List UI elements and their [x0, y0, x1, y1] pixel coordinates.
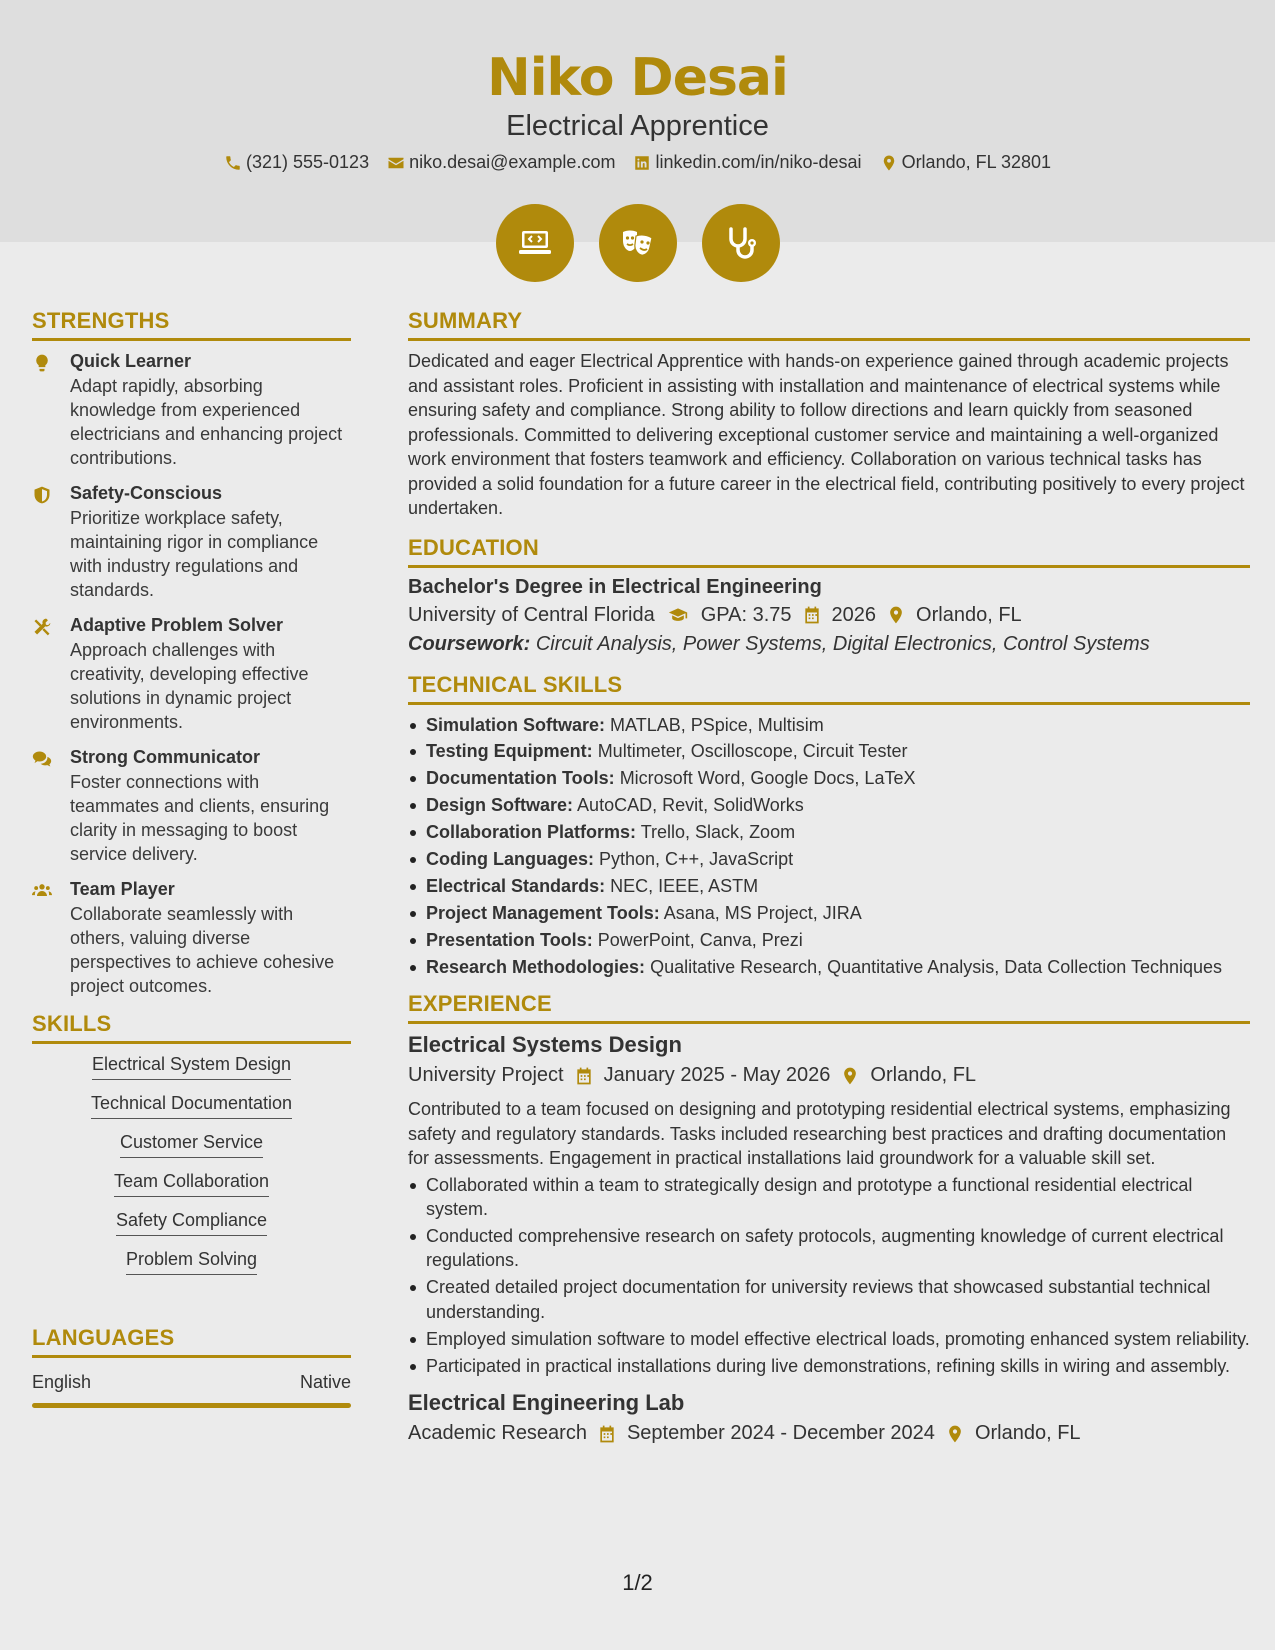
strength-desc: Foster connections with teammates and clients, ensuring clarity in messaging to boost service delivery. — [70, 772, 330, 864]
tech-skill-item: Electrical Standards: NEC, IEEE, ASTM — [408, 874, 1250, 899]
job-org: University Project — [408, 1064, 564, 1087]
gpa-text: GPA: 3.75 — [700, 603, 792, 626]
school-name: University of Central Florida — [408, 603, 655, 626]
strength-item — [32, 483, 351, 602]
education-year: 2026 — [831, 603, 877, 626]
job-org: Academic Research — [408, 1422, 587, 1445]
location-text: Orlando, FL 32801 — [901, 152, 1051, 172]
laptop-code-icon — [496, 204, 574, 282]
skills-list — [32, 1054, 351, 1275]
skills-heading: SKILLS — [32, 1011, 351, 1044]
tech-skill-item: Coding Languages: Python, C++, JavaScript — [408, 847, 1250, 872]
strength-desc: Approach challenges with creativity, developing effective solutions in dynamic project environments. — [70, 640, 309, 732]
strength-title: Safety-Conscious — [70, 483, 223, 503]
degree-title: Bachelor's Degree in Electrical Engineering — [408, 575, 822, 598]
lightbulb-icon — [32, 353, 52, 373]
technical-skills-heading: TECHNICAL SKILLS — [408, 672, 1250, 705]
envelope-icon — [387, 154, 405, 172]
job-dates: January 2025 - May 2026 — [603, 1064, 831, 1087]
coursework — [408, 633, 1250, 656]
job-meta — [408, 1422, 1250, 1445]
job-dates: September 2024 - December 2024 — [626, 1422, 935, 1445]
linkedin-text: linkedin.com/in/niko-desai — [655, 152, 862, 172]
contact-bar — [0, 152, 1275, 173]
job-bullet: Conducted comprehensive research on safety protocols, augmenting knowledge of current electrical regulations. — [408, 1224, 1250, 1273]
phone-icon — [224, 154, 242, 172]
calendar-icon — [802, 605, 822, 625]
strength-item — [32, 351, 351, 470]
skill-item: Team Collaboration — [114, 1171, 269, 1197]
summary-text: Dedicated and eager Electrical Apprentice with hands-on experience gained through academic projects and assistant roles. Proficient in assisting with installation and maintenance of electrical systems while ensuring safety and compliance. Strong ability to follow directions and learn quickly from seasoned professionals. Committed to delivering exceptional customer service and maintaining a well-organized work environment that fosters teamwork and efficiency. Collaboration on various technical tasks has provided a solid foundation for a future career in the electrical field, contributing positively to every project undertaken. — [408, 351, 1245, 518]
map-marker-icon — [945, 1424, 965, 1444]
coursework-label: Coursework: — [408, 632, 531, 655]
email-text: niko.desai@example.com — [409, 152, 616, 172]
languages-heading: LANGUAGES — [32, 1325, 351, 1358]
shield-icon — [32, 485, 52, 505]
education-meta — [408, 604, 1250, 627]
skill-item: Problem Solving — [126, 1249, 257, 1275]
skill-item: Technical Documentation — [91, 1093, 292, 1119]
tech-skill-item: Collaboration Platforms: Trello, Slack, Zoom — [408, 820, 1250, 845]
skill-item: Electrical System Design — [92, 1054, 291, 1080]
language-proficiency-bar — [32, 1403, 351, 1408]
tech-skill-item: Documentation Tools: Microsoft Word, Google Docs, LaTeX — [408, 766, 1250, 791]
tech-skill-item: Testing Equipment: Multimeter, Oscilloscope, Circuit Tester — [408, 739, 1250, 764]
left-column — [32, 308, 351, 1408]
tech-skill-item: Project Management Tools: Asana, MS Project, JIRA — [408, 901, 1250, 926]
contact-phone[interactable] — [224, 152, 369, 173]
stethoscope-icon — [702, 204, 780, 282]
job-meta — [408, 1064, 1250, 1087]
tech-skill-item: Research Methodologies: Qualitative Research, Quantitative Analysis, Data Collection Techniques — [408, 955, 1250, 980]
job-title: Electrical Systems Design — [408, 1032, 682, 1058]
strength-desc: Collaborate seamlessly with others, valuing diverse perspectives to achieve cohesive project outcomes. — [70, 904, 335, 996]
job-location: Orlando, FL — [974, 1422, 1081, 1445]
summary-heading: SUMMARY — [408, 308, 1250, 341]
skill-item: Customer Service — [120, 1132, 263, 1158]
contact-email[interactable] — [387, 152, 615, 173]
map-marker-icon — [880, 154, 898, 172]
strength-item — [32, 879, 351, 998]
contact-location — [880, 152, 1051, 173]
job-bullets — [408, 1173, 1250, 1379]
strength-item — [32, 615, 351, 734]
job-bullet: Created detailed project documentation for university reviews that showcased substantial technical understanding. — [408, 1275, 1250, 1324]
job-description: Contributed to a team focused on designing and prototyping residential electrical systems, emphasizing safety and regulatory standards. Tasks included researching best practices and drafting documentation for assessments. Engagement in practical installations laid groundwork for a valuable skill set. — [408, 1099, 1231, 1169]
users-icon — [32, 881, 52, 901]
strength-desc: Prioritize workplace safety, maintaining rigor in compliance with industry regulations and standards. — [70, 508, 319, 600]
language-row — [32, 1372, 351, 1393]
right-column — [408, 308, 1250, 1455]
strengths-heading: STRENGTHS — [32, 308, 351, 341]
strength-title: Adaptive Problem Solver — [70, 615, 284, 635]
strength-item — [32, 747, 351, 866]
tech-skill-item: Presentation Tools: PowerPoint, Canva, Prezi — [408, 928, 1250, 953]
map-marker-icon — [886, 605, 906, 625]
page-number: 1/2 — [622, 1570, 653, 1595]
job-bullet: Participated in practical installations during live demonstrations, refining skills in wiring and assembly. — [408, 1354, 1250, 1379]
education-heading: EDUCATION — [408, 535, 1250, 568]
job-bullet: Collaborated within a team to strategically design and prototype a functional residential electrical system. — [408, 1173, 1250, 1222]
tech-skill-item: Simulation Software: MATLAB, PSpice, Multisim — [408, 713, 1250, 738]
graduation-cap-icon — [665, 605, 691, 625]
strength-desc: Adapt rapidly, absorbing knowledge from experienced electricians and enhancing project contributions. — [70, 376, 343, 468]
candidate-name: Niko Desai — [487, 48, 788, 108]
experience-heading: EXPERIENCE — [408, 991, 1250, 1024]
job-location: Orlando, FL — [870, 1064, 977, 1087]
language-name: English — [32, 1372, 92, 1392]
strength-title: Strong Communicator — [70, 747, 261, 767]
tools-icon — [32, 617, 52, 637]
contact-linkedin[interactable] — [633, 152, 861, 173]
coursework-list: Circuit Analysis, Power Systems, Digital Electronics, Control Systems — [535, 632, 1150, 655]
strength-title: Team Player — [70, 879, 175, 899]
technical-skills-list — [408, 713, 1250, 980]
theater-masks-icon — [599, 204, 677, 282]
map-marker-icon — [840, 1066, 860, 1086]
job-bullet: Employed simulation software to model effective electrical loads, promoting enhanced system reliability. — [408, 1327, 1250, 1352]
job-title: Electrical Engineering Lab — [408, 1390, 685, 1416]
language-level: Native — [299, 1372, 351, 1392]
comments-icon — [32, 749, 52, 769]
education-location: Orlando, FL — [916, 603, 1022, 626]
tech-skill-item: Design Software: AutoCAD, Revit, SolidWorks — [408, 793, 1250, 818]
phone-text: (321) 555-0123 — [245, 152, 370, 172]
linkedin-icon — [633, 154, 651, 172]
calendar-icon — [574, 1066, 594, 1086]
calendar-icon — [597, 1424, 617, 1444]
skill-item: Safety Compliance — [116, 1210, 267, 1236]
hobby-icons — [0, 204, 1275, 282]
candidate-role: Electrical Apprentice — [506, 110, 769, 142]
strength-title: Quick Learner — [70, 351, 192, 371]
